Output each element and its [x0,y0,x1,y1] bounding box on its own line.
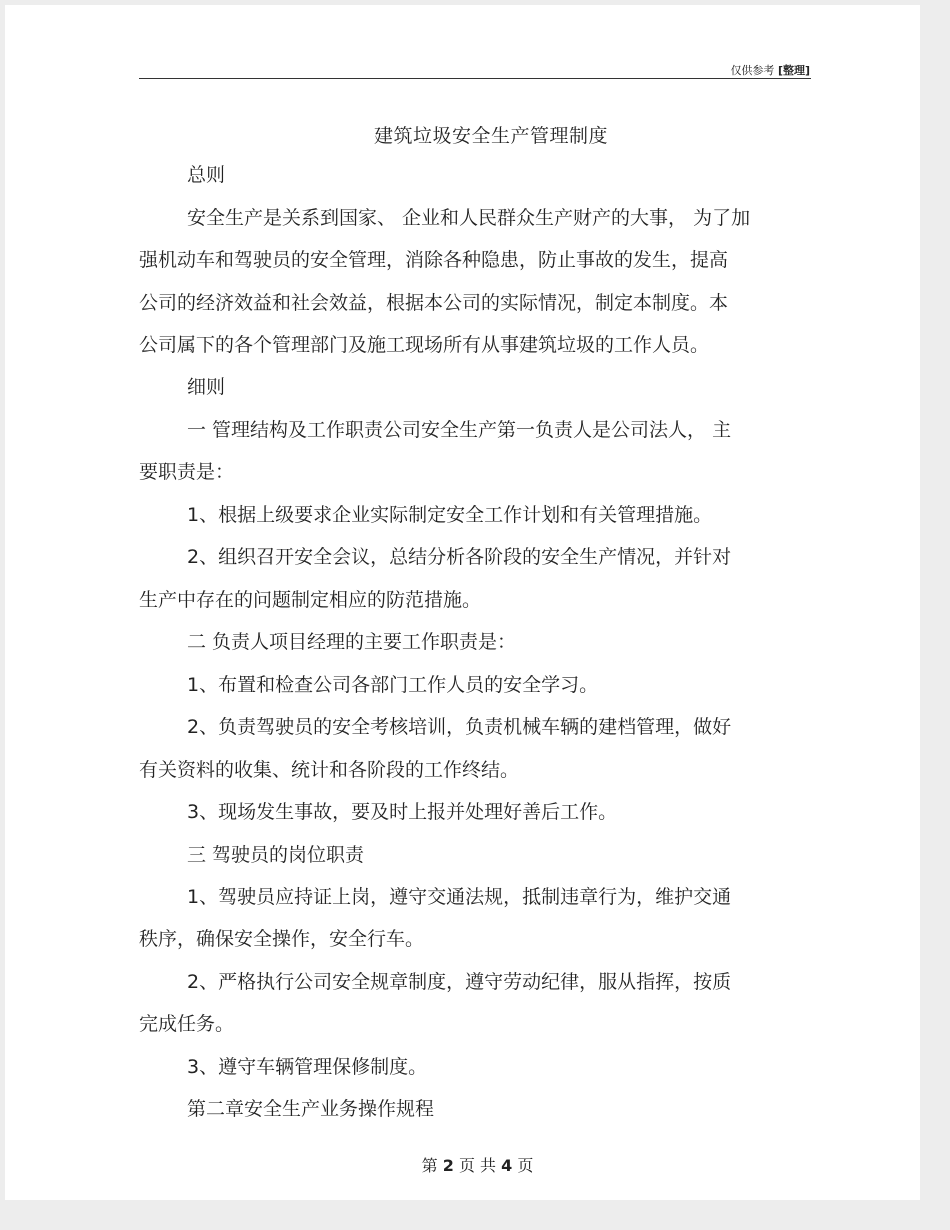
header-note [730,62,810,78]
body-line: 有关资料的收集、统计和各阶段的工作终结。 [139,759,520,781]
body-line: 2、负责驾驶员的安全考核培训，负责机械车辆的建档管理，做好 [187,716,732,738]
body-line: 2、严格执行公司安全规章制度，遵守劳动纪律，服从指挥，按质 [187,971,732,993]
body-line: 一 管理结构及工作职责公司安全生产第一负责人是公司法人， 主 [187,419,732,441]
body-line: 生产中存在的问题制定相应的防范措施。 [139,589,482,611]
body-line: 公司属下的各个管理部门及施工现场所有从事建筑垃圾的工作人员。 [139,334,710,356]
body-line: 二 负责人项目经理的主要工作职责是： [187,631,517,653]
body-line: 细则 [187,376,226,398]
body-line: 要职责是： [139,461,235,483]
header-tag: [整理] [777,64,810,77]
footer-current-page: 2 [442,1156,454,1175]
header-note-text: 仅供参考 [730,64,775,77]
document-title: 建筑垃圾安全生产管理制度 [373,125,608,147]
footer-suffix: 页 [517,1156,534,1175]
body-line: 三 驾驶员的岗位职责 [187,844,365,866]
body-line: 第二章安全生产业务操作规程 [187,1098,435,1120]
body-line: 3、现场发生事故，要及时上报并处理好善后工作。 [187,801,618,823]
body-line: 1、根据上级要求企业实际制定安全工作计划和有关管理措施。 [187,504,713,526]
body-line: 秩序，确保安全操作，安全行车。 [139,928,425,950]
body-line: 2、组织召开安全会议，总结分析各阶段的安全生产情况，并针对 [187,546,732,568]
page-footer [5,1153,950,1176]
body-line: 1、驾驶员应持证上岗，遵守交通法规，抵制违章行为，维护交通 [187,886,732,908]
body-line: 3、遵守车辆管理保修制度。 [187,1056,428,1078]
footer-prefix: 第 [421,1156,438,1175]
footer-mid: 页 共 [458,1156,497,1175]
document-page [5,5,920,1200]
body-line: 总则 [187,164,226,186]
body-line: 安全生产是关系到国家、 企业和人民群众生产财产的大事， 为了加 [187,207,751,229]
body-line: 1、布置和检查公司各部门工作人员的安全学习。 [187,674,599,696]
header-rule [139,78,811,79]
body-line: 完成任务。 [139,1013,235,1035]
footer-total-pages: 4 [501,1156,513,1175]
body-line: 强机动车和驾驶员的安全管理，消除各种隐患，防止事故的发生，提高 [139,249,729,271]
body-line: 公司的经济效益和社会效益，根据本公司的实际情况，制定本制度。本 [139,292,729,314]
